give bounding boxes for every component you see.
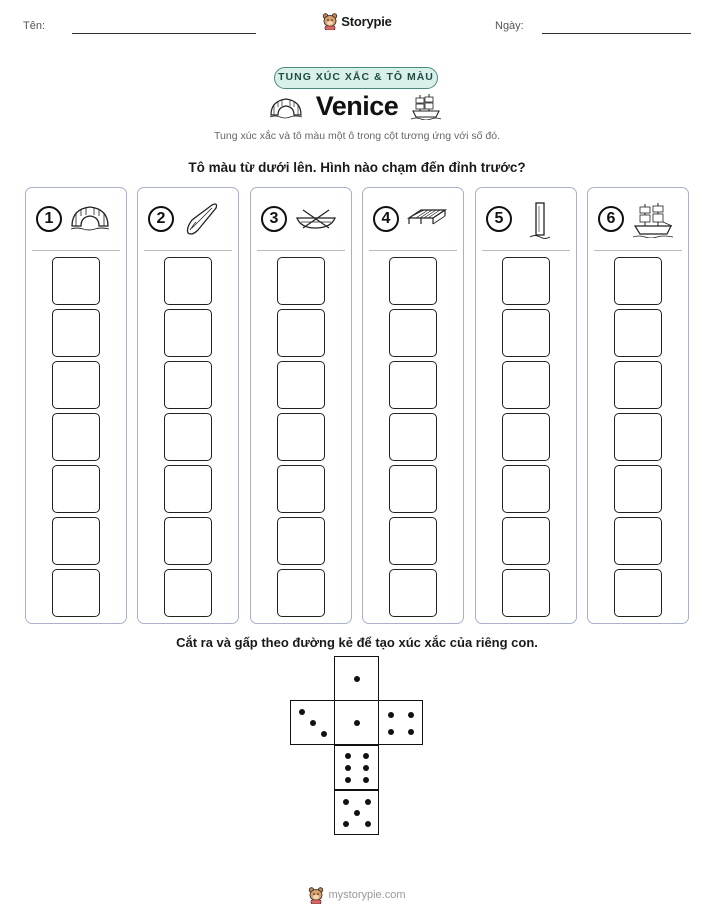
date-label: Ngày: <box>495 20 524 32</box>
color-cell[interactable] <box>502 309 550 357</box>
color-cell[interactable] <box>614 257 662 305</box>
color-cell[interactable] <box>164 361 212 409</box>
column-number: 6 <box>598 206 624 232</box>
color-cell[interactable] <box>614 361 662 409</box>
color-cell[interactable] <box>614 413 662 461</box>
column-4 <box>362 187 464 624</box>
color-cell[interactable] <box>614 309 662 357</box>
color-cell[interactable] <box>277 361 325 409</box>
column-number: 1 <box>36 206 62 232</box>
color-cell[interactable] <box>389 517 437 565</box>
brand-name: Storypie <box>341 13 392 29</box>
color-cell[interactable] <box>277 309 325 357</box>
color-cell[interactable] <box>52 517 100 565</box>
bridge-icon <box>70 202 110 234</box>
die-face-4 <box>378 700 423 745</box>
column-6 <box>587 187 689 624</box>
color-cell[interactable] <box>164 517 212 565</box>
color-cell[interactable] <box>389 361 437 409</box>
die-face-5 <box>334 790 379 835</box>
color-cell[interactable] <box>389 465 437 513</box>
color-cell[interactable] <box>277 257 325 305</box>
gondola-icon <box>182 202 222 236</box>
color-cell[interactable] <box>52 361 100 409</box>
worksheet-title: Venice <box>315 91 399 121</box>
brand-logo <box>0 12 714 35</box>
worksheet-subtitle: Tung xúc xắc và tô màu một ô trong cột tương ứng với số đó. <box>214 130 500 142</box>
color-cell[interactable] <box>277 569 325 617</box>
coloring-instruction: Tô màu từ dưới lên. Hình nào chạm đến đỉnh trước? <box>188 160 526 175</box>
color-cell[interactable] <box>52 465 100 513</box>
color-cell[interactable] <box>502 569 550 617</box>
die-face-1-center <box>334 700 379 745</box>
color-cell[interactable] <box>614 517 662 565</box>
color-cell[interactable] <box>52 257 100 305</box>
color-cell[interactable] <box>164 257 212 305</box>
color-cell[interactable] <box>389 413 437 461</box>
column-number: 2 <box>148 206 174 232</box>
column-1 <box>25 187 127 624</box>
column-3 <box>250 187 352 624</box>
color-cell[interactable] <box>502 361 550 409</box>
color-cell[interactable] <box>164 309 212 357</box>
color-cell[interactable] <box>52 413 100 461</box>
bear-logo-icon <box>322 12 338 30</box>
column-2 <box>137 187 239 624</box>
color-cell[interactable] <box>614 465 662 513</box>
color-cell[interactable] <box>164 413 212 461</box>
column-number: 3 <box>261 206 287 232</box>
ship-icon <box>410 92 442 120</box>
color-cell[interactable] <box>502 413 550 461</box>
color-cell[interactable] <box>164 465 212 513</box>
footer <box>0 886 714 909</box>
die-face-6 <box>334 745 379 790</box>
column-number: 4 <box>373 206 399 232</box>
color-cell[interactable] <box>164 569 212 617</box>
column-number: 5 <box>486 206 512 232</box>
color-cell[interactable] <box>277 465 325 513</box>
column-5 <box>475 187 577 624</box>
bear-logo-icon <box>308 886 324 904</box>
die-face-3 <box>290 700 335 745</box>
color-cell[interactable] <box>277 413 325 461</box>
color-cell[interactable] <box>502 257 550 305</box>
footer-url[interactable]: mystorypie.com <box>328 889 406 901</box>
color-cell[interactable] <box>614 569 662 617</box>
name-label: Tên: <box>23 20 46 32</box>
die-face-1-top <box>334 656 379 701</box>
cut-fold-instruction: Cắt ra và gấp theo đường kẻ để tạo xúc xắc của riêng con. <box>176 635 538 650</box>
color-cell[interactable] <box>52 309 100 357</box>
ship-icon <box>632 202 674 238</box>
mooring-pole-icon <box>520 202 560 242</box>
dock-icon <box>407 202 447 234</box>
color-cell[interactable] <box>52 569 100 617</box>
color-cell[interactable] <box>277 517 325 565</box>
rowboat-icon <box>295 202 337 234</box>
color-cell[interactable] <box>502 465 550 513</box>
worksheet-tag: TUNG XÚC XẮC & TÔ MÀU <box>274 67 438 89</box>
color-cell[interactable] <box>389 309 437 357</box>
color-cell[interactable] <box>502 517 550 565</box>
color-cell[interactable] <box>389 257 437 305</box>
color-cell[interactable] <box>389 569 437 617</box>
